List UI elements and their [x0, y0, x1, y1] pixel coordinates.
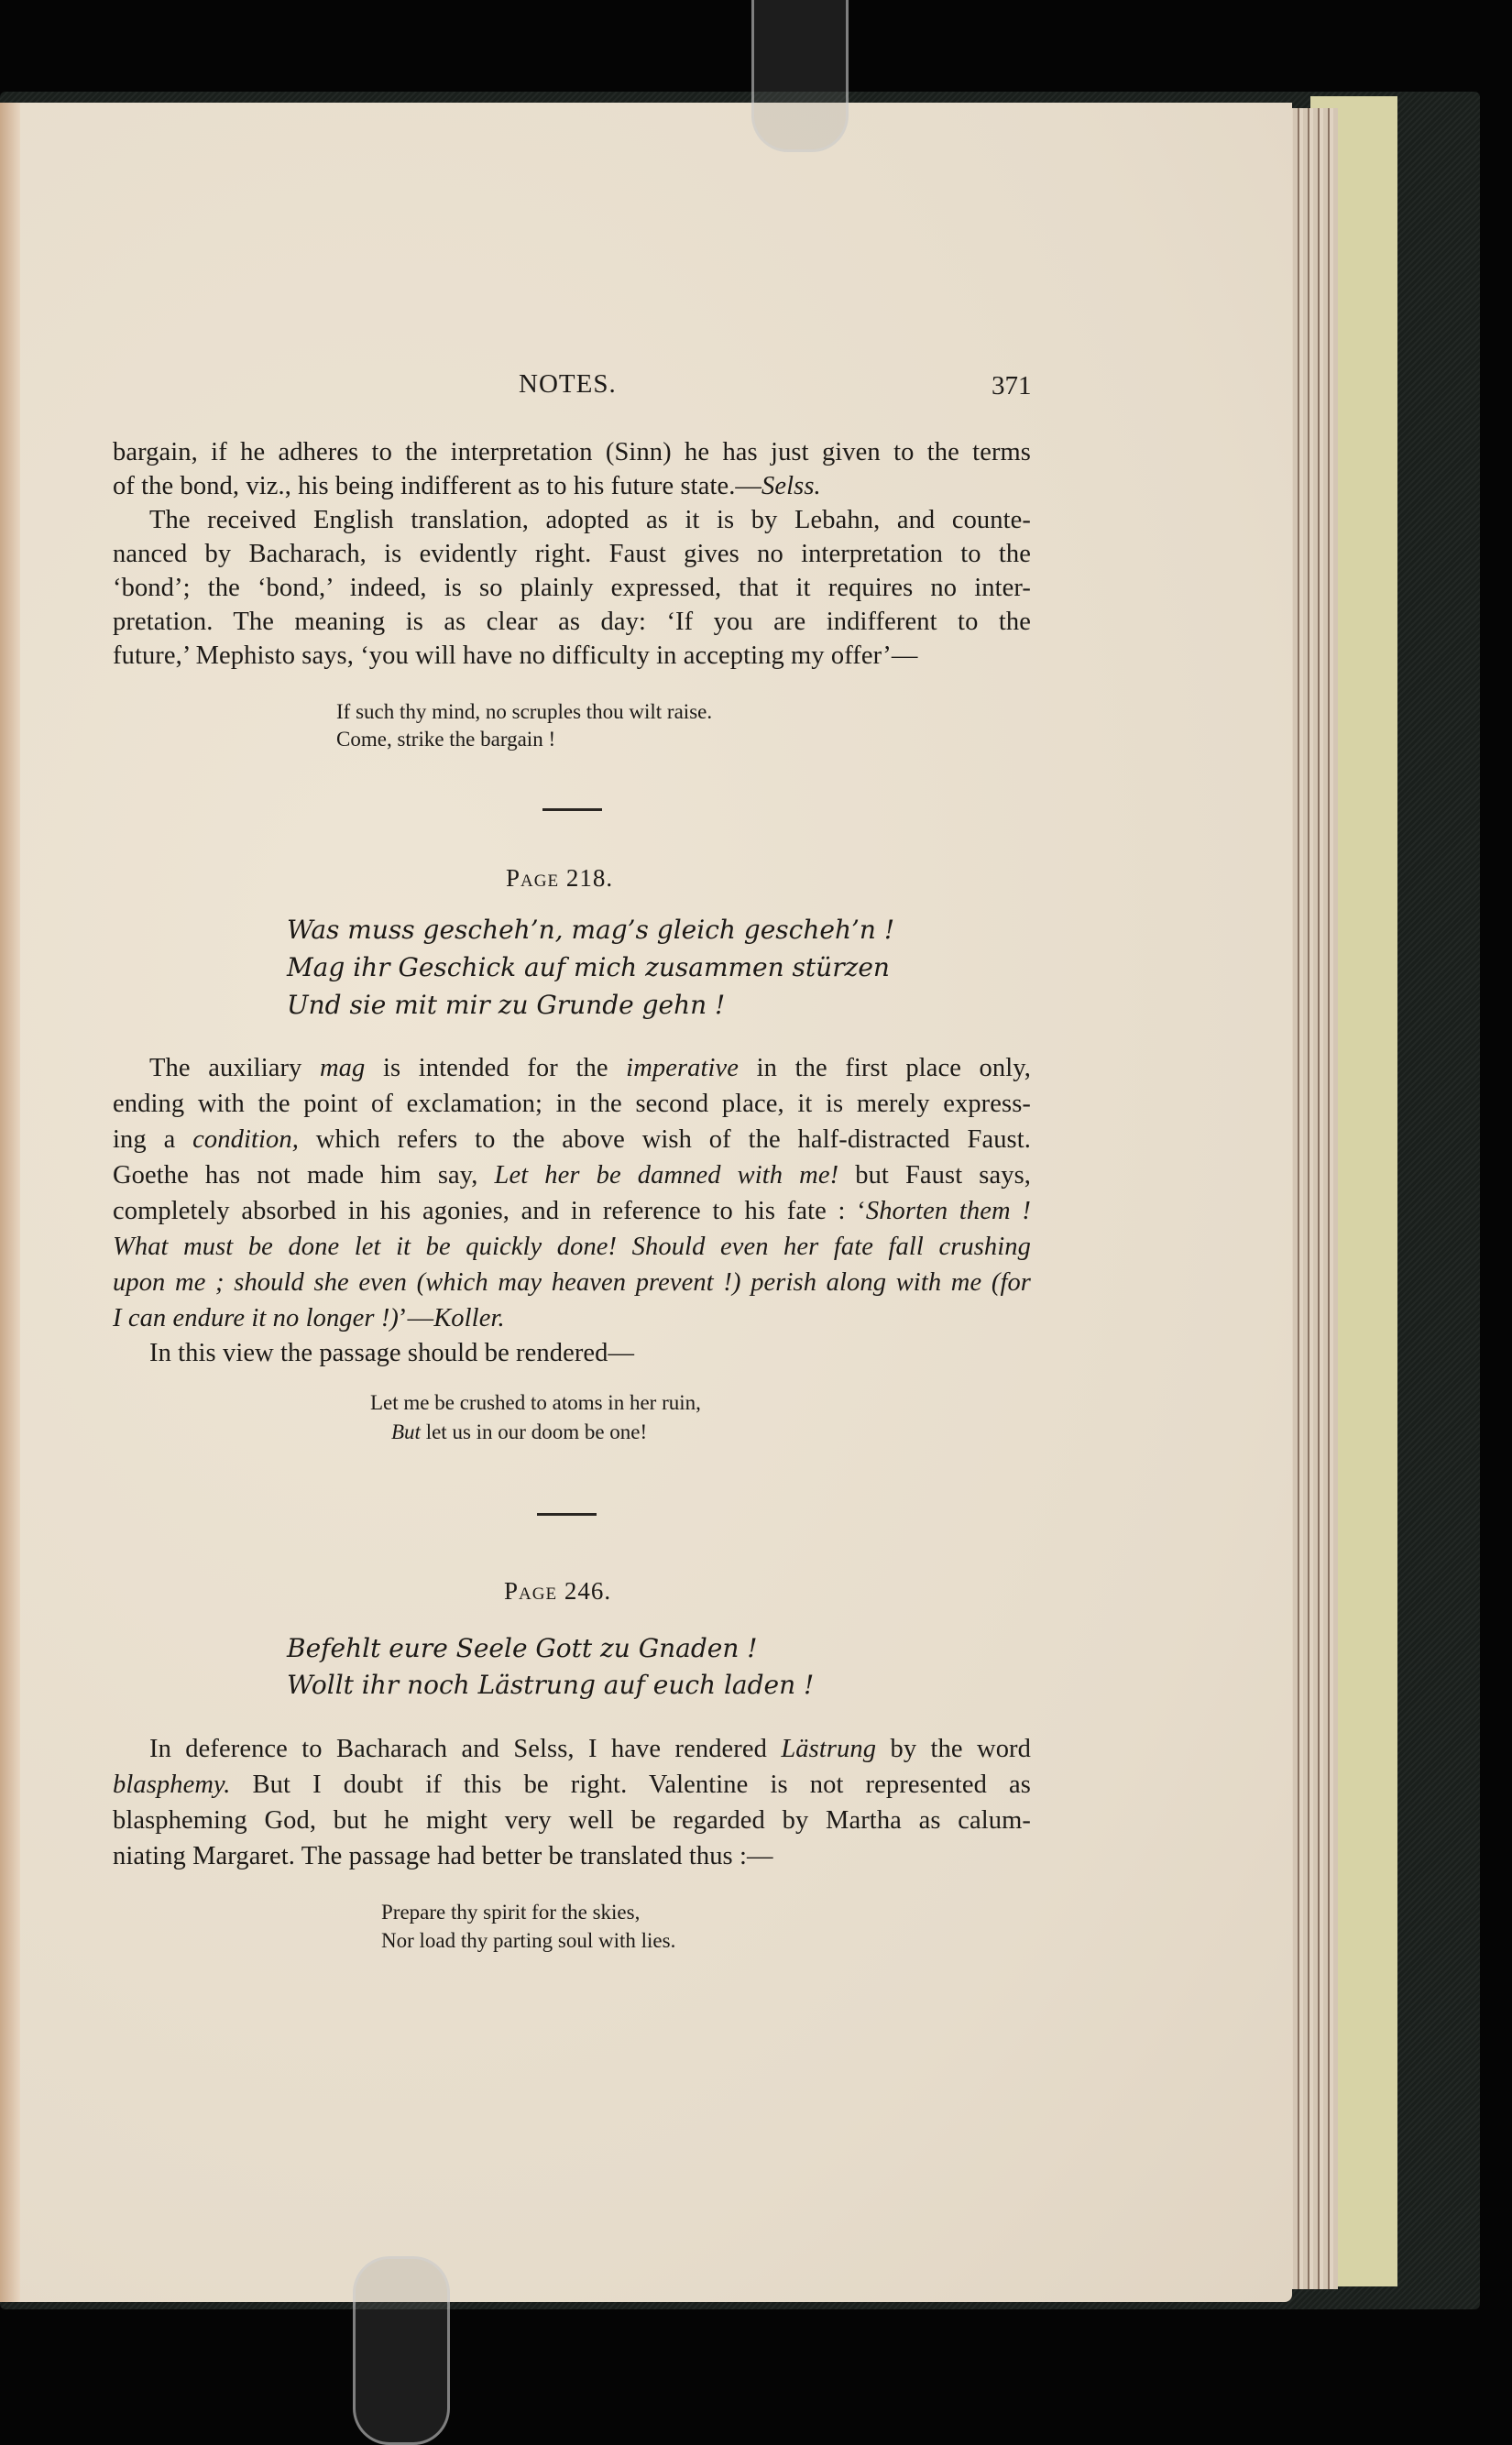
- text-line: completely absorbed in his agonies, and in reference to his fate : ‘Shorten them !: [113, 1197, 1031, 1225]
- text-line: bargain, if he adheres to the interpretation (Sinn) he has just given to the terms: [113, 438, 1031, 466]
- attribution: Selss.: [761, 472, 821, 500]
- page-clip: [353, 2256, 450, 2445]
- verse-line: If such thy mind, no scruples thou wilt raise.: [336, 700, 713, 723]
- text-line: niating Margaret. The passage had better be translated thus :—: [113, 1842, 773, 1870]
- german-verse-line: Und sie mit mir zu Grunde gehn !: [287, 990, 726, 1020]
- verse-line: But let us in our doom be one!: [391, 1420, 648, 1443]
- german-verse-line: Was muss gescheh’n, mag’s gleich gescheh’n !: [287, 915, 895, 945]
- text-line: In deference to Bacharach and Selss, I have rendered Lästrung by the word: [149, 1735, 1031, 1763]
- section-heading: Page 218.: [506, 864, 614, 892]
- text-line: ending with the point of exclamation; in the second place, it is merely express-: [113, 1090, 1031, 1118]
- german-verse-line: Mag ihr Geschick auf mich zusammen stürzen: [287, 952, 890, 982]
- page-clip: [751, 0, 849, 152]
- text-line: pretation. The meaning is as clear as day: ‘If you are indifferent to the: [113, 608, 1031, 636]
- german-verse-line: Befehlt eure Seele Gott zu Gnaden !: [287, 1633, 758, 1663]
- verse-line: Prepare thy spirit for the skies,: [381, 1901, 641, 1924]
- section-heading: Page 246.: [504, 1577, 612, 1605]
- text-line: blasphemy. But I doubt if this be right. Valentine is not represented as: [113, 1771, 1031, 1799]
- page-number: 371: [992, 371, 1032, 400]
- german-verse-line: Wollt ihr noch Lästrung auf euch laden !: [287, 1670, 815, 1700]
- text-line: nanced by Bacharach, is evidently right. Faust gives no interpretation to the: [113, 540, 1031, 568]
- text-line: In this view the passage should be rendered—: [149, 1339, 635, 1367]
- attribution: Koller.: [433, 1304, 505, 1332]
- text-line: ing a condition, which refers to the above wish of the half-distracted Faust.: [113, 1125, 1031, 1154]
- verse-line: Nor load thy parting soul with lies.: [381, 1929, 676, 1952]
- verse-line: Let me be crushed to atoms in her ruin,: [370, 1391, 701, 1414]
- page-gutter: [0, 103, 20, 2302]
- running-header: NOTES.: [519, 369, 617, 399]
- section-divider: [537, 1513, 597, 1516]
- text-line: of the bond, viz., his being indifferent as to his future state.—Selss.: [113, 472, 821, 500]
- text-line: upon me ; should she even (which may heaven prevent !) perish along with me (for: [113, 1268, 1031, 1297]
- text-line: What must be done let it be quickly done! Should even her fate fall crushing: [113, 1233, 1031, 1261]
- text-line: The auxiliary mag is intended for the imperative in the first place only,: [149, 1054, 1031, 1082]
- text-line: ‘bond’; the ‘bond,’ indeed, is so plainly expressed, that it requires no inter-: [113, 574, 1031, 602]
- text-line: blaspheming God, but he might very well be regarded by Martha as calum-: [113, 1806, 1031, 1835]
- verse-line: Come, strike the bargain !: [336, 728, 556, 751]
- text-line: The received English translation, adopted as it is by Lebahn, and counte-: [149, 506, 1031, 534]
- text-line: Goethe has not made him say, Let her be damned with me! but Faust says,: [113, 1161, 1031, 1190]
- text-line: future,’ Mephisto says, ‘you will have no difficulty in accepting my offer’—: [113, 641, 918, 670]
- section-divider: [542, 808, 602, 811]
- text-line: I can endure it no longer !)’—Koller.: [113, 1304, 505, 1332]
